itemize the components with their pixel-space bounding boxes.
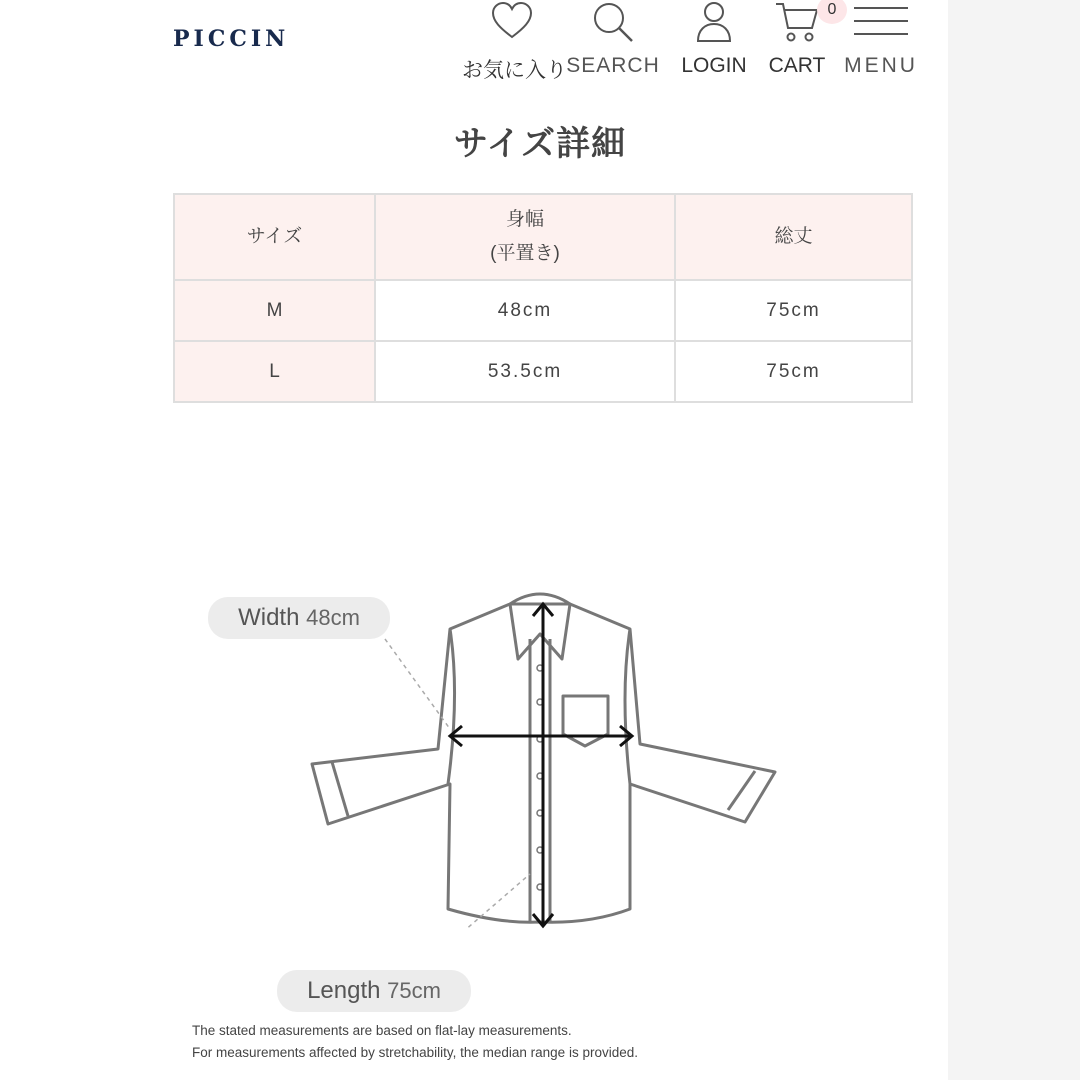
nav-search-label: SEARCH: [566, 54, 660, 77]
measurement-note: For measurements affected by stretchability, the median range is provided.: [192, 1045, 638, 1060]
length-label-pill: [277, 970, 471, 1012]
page-title: サイズ詳細: [453, 125, 627, 163]
cell-width: 53.5cm: [375, 341, 675, 402]
nav-login[interactable]: [676, 0, 752, 78]
cell-width: 48cm: [375, 280, 675, 341]
cart-icon: [774, 0, 820, 44]
nav-cart-label: CART: [768, 54, 826, 77]
width-value: 48cm: [306, 605, 360, 630]
header-body-width: [375, 194, 675, 280]
size-table: [173, 193, 913, 403]
nav-favorites[interactable]: [462, 0, 567, 84]
nav-menu[interactable]: [840, 0, 922, 78]
length-label: Length: [307, 977, 381, 1004]
brand-logo[interactable]: PICCIN: [173, 26, 290, 52]
cell-size: M: [174, 280, 375, 341]
width-label: Width: [238, 604, 300, 631]
cell-length: 75cm: [675, 341, 912, 402]
header-body-width-sub: (平置き): [490, 243, 560, 264]
heart-icon: [490, 0, 534, 40]
cell-size: L: [174, 341, 375, 402]
nav-login-label: LOGIN: [681, 54, 747, 77]
header-total-length: 総丈: [675, 194, 912, 280]
cell-length: 75cm: [675, 280, 912, 341]
header-size: サイズ: [174, 194, 375, 280]
table-row: [174, 280, 912, 341]
width-label-pill: [208, 597, 390, 639]
user-icon: [694, 0, 734, 44]
search-icon: [591, 0, 635, 44]
nav-menu-label: MENU: [844, 54, 918, 77]
measurement-note: The stated measurements are based on flat-lay measurements.: [192, 1023, 572, 1038]
nav-search[interactable]: [565, 0, 661, 78]
nav-favorites-label: お気に入り: [462, 59, 567, 82]
cart-count-badge: 0: [817, 0, 847, 24]
header-body-width-main: 身幅: [505, 209, 544, 230]
hamburger-icon: [852, 0, 910, 40]
table-header-row: [174, 194, 912, 280]
table-row: [174, 341, 912, 402]
length-value: 75cm: [387, 978, 441, 1003]
